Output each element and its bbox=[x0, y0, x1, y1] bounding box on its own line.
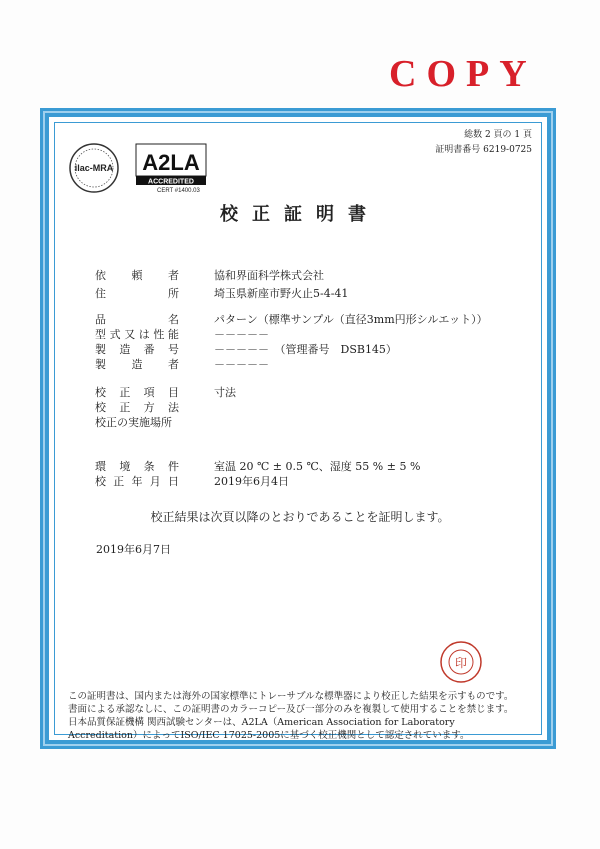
certification-statement: 校正結果は次頁以降のとおりであることを証明します。 bbox=[150, 510, 450, 524]
footnote-line: この証明書は、国内または海外の国家標準にトレーサブルな標準器により校正した結果を示すものです。 bbox=[68, 691, 514, 702]
item-name-value: パターン（標準サンプル（直径3mm円形シルエット）） bbox=[214, 313, 488, 326]
label-calib-date: 校正年月日 bbox=[95, 475, 179, 488]
address-value: 埼玉県新座市野火止5-4-41 bbox=[214, 287, 349, 300]
label-env: 環境条件 bbox=[95, 460, 179, 473]
seal-text: 印 bbox=[454, 656, 468, 670]
a2la-cert-number: CERT #1400.03 bbox=[157, 188, 200, 194]
page-title: 校正証明書 bbox=[220, 204, 380, 225]
certificate-number: 証明書番号 6219-0725 bbox=[435, 145, 532, 155]
accredited-text: ACCREDITED bbox=[148, 178, 194, 186]
label-requester: 依頼者 bbox=[95, 269, 179, 282]
footnote bbox=[68, 690, 538, 742]
footnote-line: 書面による承認なしに、この証明書のカラーコピー及び一部分のみを複製して使用することを禁じます。 bbox=[68, 704, 514, 715]
copy-stamp: COPY bbox=[389, 53, 537, 95]
serial-value: －－－－－ （管理番号 DSB145） bbox=[214, 343, 397, 356]
issue-date: 2019年6月7日 bbox=[96, 543, 171, 556]
model-value: －－－－－ bbox=[214, 328, 269, 341]
requester-value: 協和界面科学株式会社 bbox=[214, 269, 324, 282]
company-seal-stamp bbox=[439, 640, 483, 684]
label-item-name: 品名 bbox=[95, 313, 179, 326]
label-address: 住所 bbox=[95, 287, 179, 300]
footnote-line: 日本品質保証機構 関西試験センターは、A2LA（American Association for Laboratory bbox=[68, 717, 455, 728]
label-calib-item: 校正項目 bbox=[95, 386, 179, 399]
ilac-mra-logo bbox=[70, 144, 118, 192]
a2la-logo bbox=[136, 144, 206, 186]
a2la-text: A2LA bbox=[142, 150, 200, 175]
label-model: 型式又は性能 bbox=[95, 328, 179, 341]
label-maker: 製造者 bbox=[95, 358, 179, 371]
label-serial: 製造番号 bbox=[95, 343, 179, 356]
calib-date-value: 2019年6月4日 bbox=[214, 475, 289, 488]
maker-value: －－－－－ bbox=[214, 358, 269, 371]
label-calib-method: 校正方法 bbox=[95, 401, 179, 414]
ilac-text: ilac-MRA bbox=[74, 163, 114, 173]
footnote-line: Accreditation）によってISO/IEC 17025-2005に基づく校正機関として認定されています。 bbox=[68, 730, 470, 741]
page-header bbox=[435, 128, 532, 158]
env-value: 室温 20 ℃ ± 0.5 ℃、湿度 55 % ± 5 % bbox=[214, 460, 421, 473]
calib-item-value: 寸法 bbox=[214, 386, 236, 399]
page-count: 総数 2 頁の 1 頁 bbox=[464, 130, 532, 140]
label-calib-place: 校正の実施場所 bbox=[95, 416, 172, 429]
